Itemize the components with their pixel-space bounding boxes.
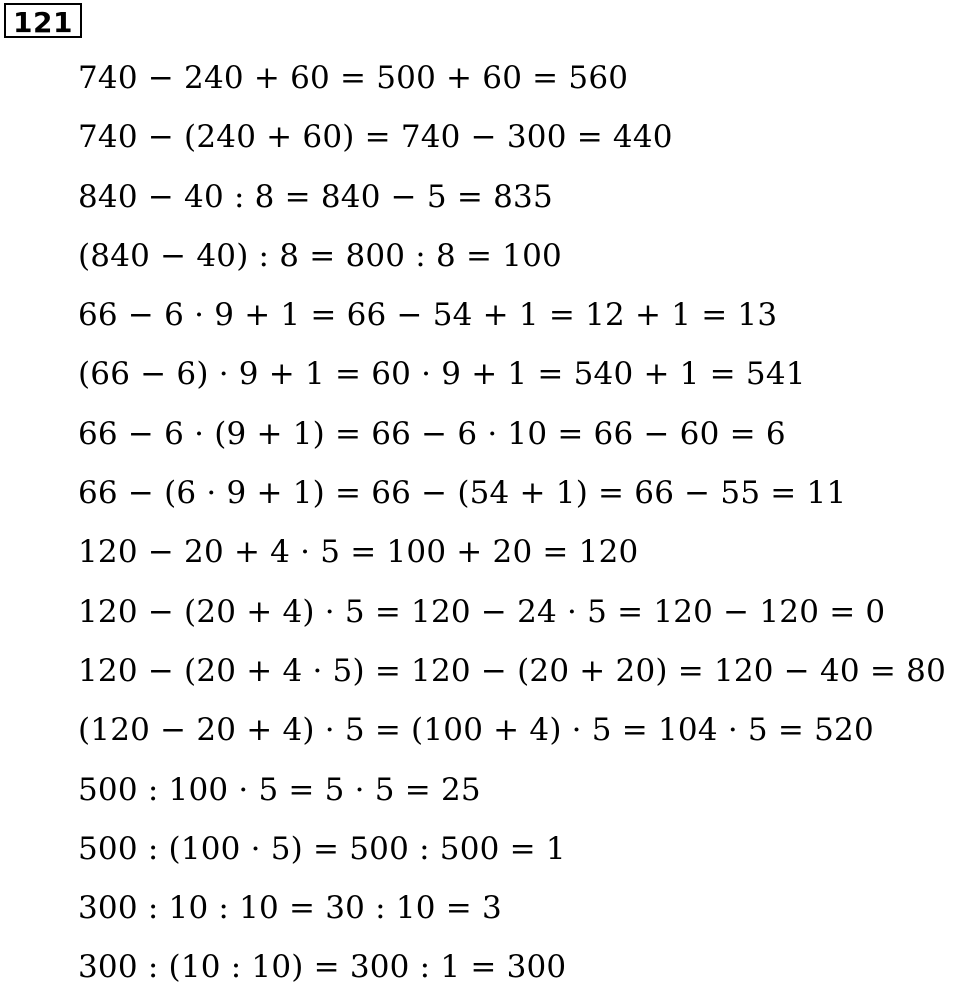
- expression-line: (66 − 6) · 9 + 1 = 60 · 9 + 1 = 540 + 1 = 541: [78, 356, 806, 393]
- problem-number-badge: 121: [4, 3, 82, 38]
- expression-line: 120 − (20 + 4) · 5 = 120 − 24 · 5 = 120 − 120 = 0: [78, 593, 886, 630]
- expression-line: 740 − 240 + 60 = 500 + 60 = 560: [78, 60, 629, 96]
- expression-line: 500 : 100 · 5 = 5 · 5 = 25: [78, 771, 481, 808]
- expression-line: 66 − 6 · (9 + 1) = 66 − 6 · 10 = 66 − 60 = 6: [78, 415, 786, 452]
- expression-line: 300 : 10 : 10 = 30 : 10 = 3: [78, 890, 502, 927]
- expression-line: 740 − (240 + 60) = 740 − 300 = 440: [78, 119, 673, 156]
- expression-line: 66 − (6 · 9 + 1) = 66 − (54 + 1) = 66 − 55 = 11: [78, 475, 847, 512]
- expression-line: 500 : (100 · 5) = 500 : 500 = 1: [78, 830, 566, 867]
- expression-line: 120 − (20 + 4 · 5) = 120 − (20 + 20) = 120 − 40 = 80: [78, 652, 946, 689]
- expression-line: (120 − 20 + 4) · 5 = (100 + 4) · 5 = 104 · 5 = 520: [78, 712, 874, 749]
- expression-line: 840 − 40 : 8 = 840 − 5 = 835: [78, 178, 553, 215]
- expression-line: 120 − 20 + 4 · 5 = 100 + 20 = 120: [78, 534, 639, 571]
- expression-line: 300 : (10 : 10) = 300 : 1 = 300: [78, 949, 567, 986]
- expression-line: (840 − 40) : 8 = 800 : 8 = 100: [78, 237, 562, 274]
- expression-line: 66 − 6 · 9 + 1 = 66 − 54 + 1 = 12 + 1 = 13: [78, 297, 778, 334]
- expression-list: [78, 49, 946, 998]
